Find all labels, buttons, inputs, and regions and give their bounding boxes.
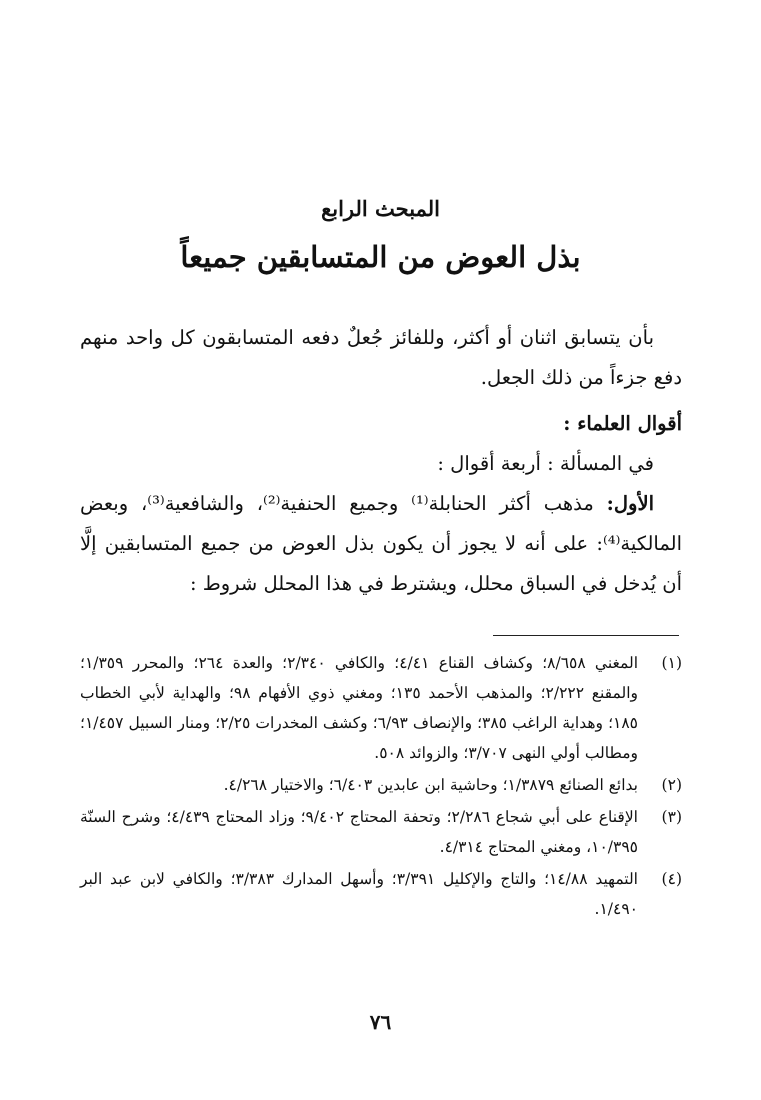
first-opinion-label: الأول: bbox=[606, 492, 654, 515]
footnote-number: (٢) bbox=[661, 776, 682, 794]
footnotes bbox=[80, 648, 682, 926]
footnote-text: المغني ٨/٦٥٨؛ وكشاف القناع ٤/٤١؛ والكافي ٢/٣٤٠؛ والعدة ٢٦٤؛ والمحرر ١/٣٥٩؛ والمقنع ٢/٢٢٢؛ والمذهب الأحمد ١٣٥؛ ومغني ذوي الأفهام ٩٨؛ والهداية لأبي الخطاب ١٨٥؛ وهداية الراغب ٣٨٥؛ والإنصاف ٦/٩٣؛ وكشف المخدرات ٢/٢٥؛ ومنار السبيل ١/٤٥٧؛ ومطالب أولي النهى ٣/٧٠٧؛ والزوائد ٥٠٨. bbox=[80, 654, 638, 762]
footnote-text: التمهيد ١٤/٨٨؛ والتاج والإكليل ٣/٣٩١؛ وأسهل المدارك ٣/٣٨٣؛ والكافي لابن عبد البر ١/٤٩٠. bbox=[80, 870, 638, 918]
footnote-separator bbox=[493, 635, 679, 636]
footnote-text: الإقناع على أبي شجاع ٢/٢٨٦؛ وتحفة المحتاج ٩/٤٠٢؛ وزاد المحتاج ٤/٤٣٩؛ وشرح السنّة ١٠/٣٩٥، ومغني المحتاج ٤/٣١٤. bbox=[80, 808, 638, 856]
body-text bbox=[80, 318, 682, 604]
section-label: المبحث الرابع bbox=[321, 196, 440, 221]
intro-paragraph: بأن يتسابق اثنان أو أكثر، وللفائز جُعلٌ دفعه المتسابقون كل واحد منهم دفع جزءاً من ذلك الجعل. bbox=[80, 326, 682, 389]
first-opinion-text: مذهب أكثر الحنابلة⁽¹⁾ وجميع الحنفية⁽²⁾، والشافعية⁽³⁾، وبعض المالكية⁽⁴⁾: على أنه لا يجوز أن يكون بذل العوض من جميع المتسابقين إلَّا أن يُدخل في السباق محلل، ويشترط في هذا المحلل شروط : bbox=[80, 492, 682, 595]
opinions-count-paragraph: في المسألة : أربعة أقوال : bbox=[437, 452, 654, 475]
footnote-3 bbox=[80, 802, 682, 862]
footnote-text: بدائع الصنائع ١/٣٨٧٩؛ وحاشية ابن عابدين ٦/٤٠٣؛ والاختيار ٤/٢٦٨. bbox=[223, 776, 638, 794]
footnote-number: (٣) bbox=[661, 808, 682, 826]
footnote-number: (١) bbox=[661, 654, 682, 672]
first-opinion-paragraph bbox=[80, 484, 682, 604]
footnote-number: (٤) bbox=[661, 870, 682, 888]
footnote-1 bbox=[80, 648, 682, 768]
footnote-4 bbox=[80, 864, 682, 924]
page-number: ٧٦ bbox=[369, 1010, 392, 1034]
footnote-2 bbox=[80, 770, 682, 800]
scholars-opinions-heading: أقوال العلماء : bbox=[563, 412, 682, 435]
chapter-title: بذل العوض من المتسابقين جميعاً bbox=[180, 240, 581, 274]
